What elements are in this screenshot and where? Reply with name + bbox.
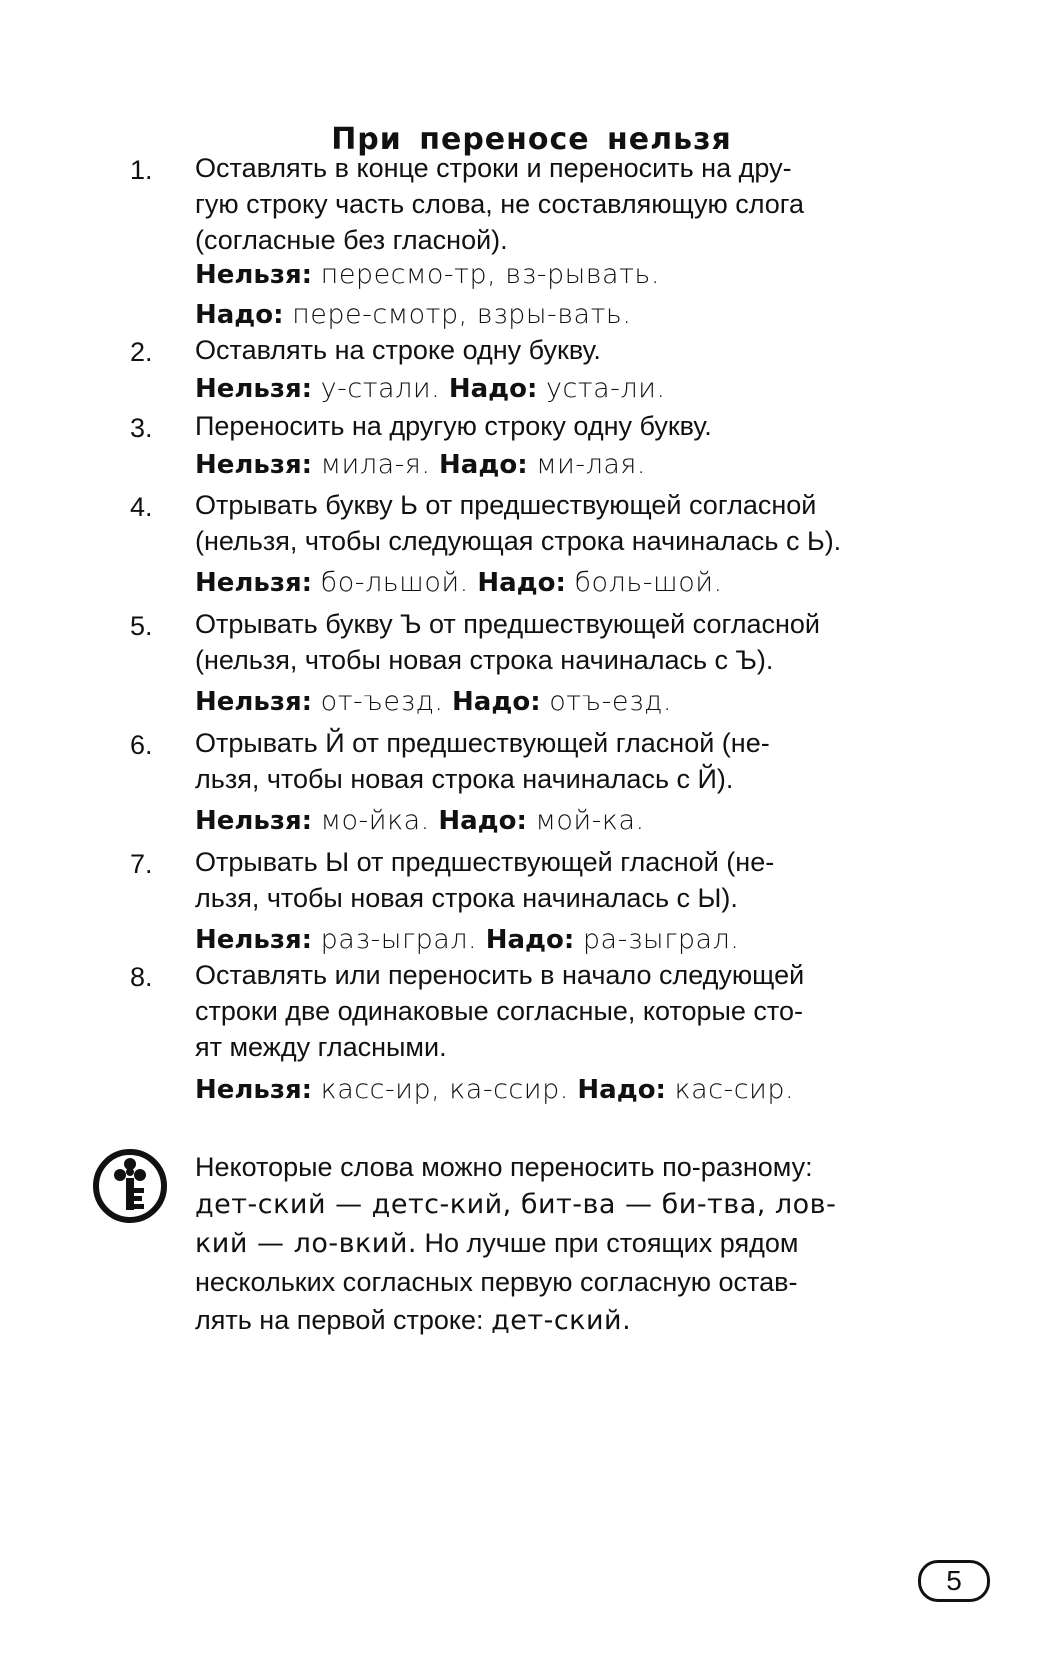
rule-line: гую строку часть слова, не составляющую слога xyxy=(195,189,805,219)
example-line xyxy=(195,447,970,483)
good-label: Надо: xyxy=(438,806,527,836)
rule-text xyxy=(195,332,970,368)
rule-line: (нельзя, чтобы следующая строка начиналась с Ь). xyxy=(195,526,842,556)
rule-line: ят между гласными. xyxy=(195,1032,447,1062)
rule-line: Оставлять или переносить в начало следующей xyxy=(195,960,805,990)
rule-text xyxy=(195,957,970,1065)
example-line xyxy=(195,371,970,407)
bad-words: касс-ир, ка-ссир. xyxy=(320,1074,569,1105)
rule-text xyxy=(195,487,970,559)
page-number: 5 xyxy=(918,1560,990,1602)
bad-words: бо-льшой. xyxy=(320,567,469,598)
bad-words: мо-йка. xyxy=(320,805,430,836)
good-words: ми-лая. xyxy=(536,449,646,480)
bad-example xyxy=(195,257,970,293)
rule-line: Переносить на другую строку одну букву. xyxy=(195,411,712,441)
bad-label: Нельзя: xyxy=(195,687,313,717)
bad-label: Нельзя: xyxy=(195,568,313,598)
rule-line: строки две одинаковые согласные, которые сто- xyxy=(195,996,804,1026)
note-line xyxy=(195,1301,971,1340)
rule-line: Отрывать Й от предшествующей гласной (не- xyxy=(195,728,770,758)
rule-line: Отрывать букву Ъ от предшествующей согласной xyxy=(195,609,821,639)
note-text-span: лять на первой строке: xyxy=(195,1305,492,1335)
rule-text xyxy=(195,150,970,258)
rule-line: Оставлять в конце строки и переносить на дру- xyxy=(195,153,792,183)
rule-line: (нельзя, чтобы новая строка начиналась с Ъ). xyxy=(195,645,774,675)
rule-text xyxy=(195,408,970,444)
good-words: боль-шой. xyxy=(574,567,723,598)
bad-label: Нельзя: xyxy=(195,1075,313,1105)
rule-number: 4. xyxy=(130,492,153,522)
rule-number: 5. xyxy=(130,611,153,641)
rule-line: Оставлять на строке одну букву. xyxy=(195,335,601,365)
rule-line: Отрывать Ы от предшествующей гласной (не- xyxy=(195,847,775,877)
note-example: кий — ло-вкий. xyxy=(195,1228,417,1259)
good-words: кас-сир. xyxy=(674,1074,795,1105)
rule-number: 7. xyxy=(130,849,153,879)
good-label: Надо: xyxy=(485,925,575,955)
note-line xyxy=(195,1224,971,1263)
good-label: Надо: xyxy=(195,300,284,330)
note-example: дет-ский. xyxy=(491,1305,632,1336)
rule-text xyxy=(195,606,970,678)
rule-line: Отрывать букву Ь от предшествующей согласной xyxy=(195,490,817,520)
key-icon xyxy=(92,1148,168,1224)
note-line: дет-ский — детс-кий, бит-ва — би-тва, лов- xyxy=(195,1189,837,1220)
example-line xyxy=(195,1072,970,1108)
bad-label: Нельзя: xyxy=(195,374,313,404)
rule-number: 2. xyxy=(130,337,153,367)
good-words: уста-ли. xyxy=(545,373,666,404)
example-line xyxy=(195,565,970,601)
bad-label: Нельзя: xyxy=(195,925,313,955)
note-line: нескольких согласных первую согласную остав- xyxy=(195,1267,798,1297)
good-label: Надо: xyxy=(477,568,566,598)
bad-label: Нельзя: xyxy=(195,260,313,290)
note-text xyxy=(195,1148,971,1340)
rule-number: 6. xyxy=(130,730,153,760)
page-title: При переносе нельзя xyxy=(331,122,732,157)
rule-number: 1. xyxy=(130,155,153,185)
bad-words: у-стали. xyxy=(320,373,441,404)
rule-number: 3. xyxy=(130,413,153,443)
bad-words: раз-ыграл. xyxy=(320,924,478,955)
rule-line: (согласные без гласной). xyxy=(195,225,508,255)
rule-line: льзя, чтобы новая строка начиналась с Й). xyxy=(195,764,734,794)
good-words: мой-ка. xyxy=(535,805,645,836)
good-example xyxy=(195,297,970,333)
good-label: Надо: xyxy=(452,687,541,717)
bad-label: Нельзя: xyxy=(195,450,313,480)
rule-line: льзя, чтобы новая строка начиналась с Ы). xyxy=(195,883,738,913)
example-line xyxy=(195,684,970,720)
good-words: пере-смотр, взры-вать. xyxy=(292,299,632,330)
bad-label: Нельзя: xyxy=(195,806,313,836)
note-text-span: Но лучше при стоящих рядом xyxy=(417,1228,799,1258)
good-words: ра-зыграл. xyxy=(582,924,740,955)
rule-text xyxy=(195,844,970,916)
rule-number: 8. xyxy=(130,962,153,992)
example-line xyxy=(195,922,970,958)
good-words: отъ-езд. xyxy=(549,686,672,717)
example-line xyxy=(195,803,970,839)
bad-words: от-ъезд. xyxy=(320,686,444,717)
note-line: Некоторые слова можно переносить по-разному: xyxy=(195,1152,813,1182)
bad-words: мила-я. xyxy=(320,449,431,480)
good-label: Надо: xyxy=(448,374,538,404)
bad-words: пересмо-тр, вз-рывать. xyxy=(320,259,660,290)
good-label: Надо: xyxy=(439,450,528,480)
rule-text xyxy=(195,725,970,797)
good-label: Надо: xyxy=(577,1075,666,1105)
